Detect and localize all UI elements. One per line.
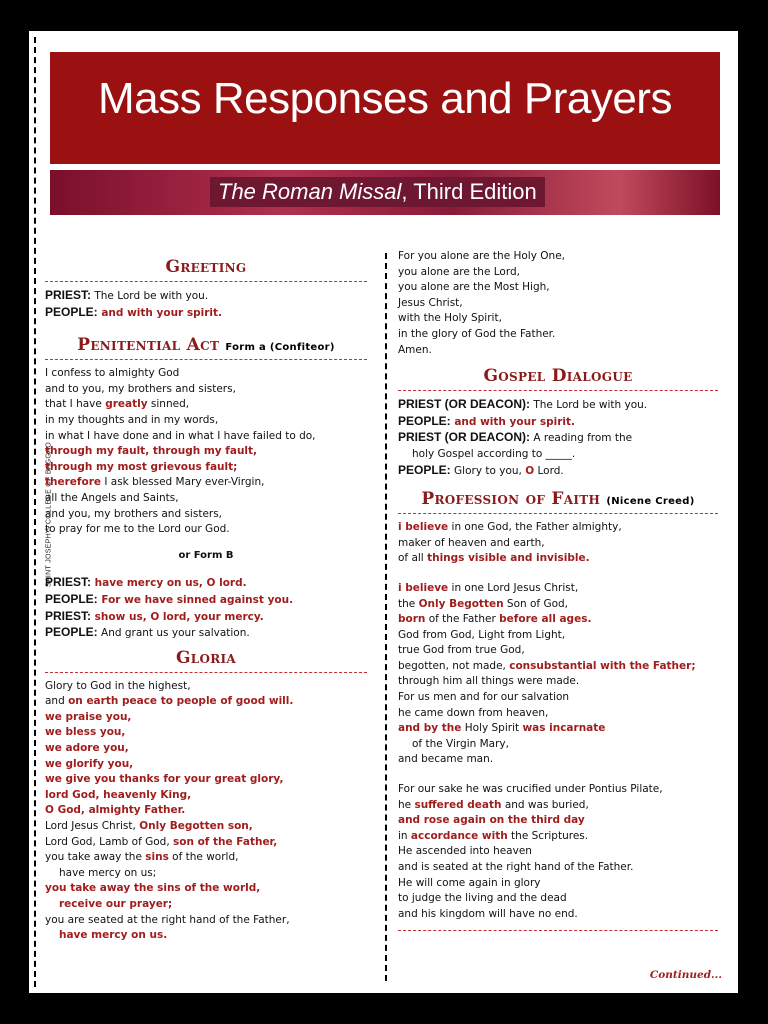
text-segment: we bless you, — [45, 726, 126, 739]
text-segment: have mercy on us. — [59, 929, 168, 942]
text-segment: of the Virgin Mary, — [412, 737, 509, 750]
text-line — [398, 463, 718, 480]
text-line — [398, 249, 718, 265]
text-segment: through my most grievous fault; — [45, 460, 238, 473]
text-line — [45, 413, 367, 429]
text-segment: begotten, not made, — [398, 659, 510, 672]
gospel-lines — [398, 397, 718, 479]
text-segment: he — [398, 798, 415, 811]
speaker-label: PEOPLE: — [398, 413, 451, 428]
text-line — [45, 866, 367, 882]
text-line — [45, 382, 367, 398]
column-divider — [385, 253, 387, 981]
text-segment: i believe — [398, 521, 449, 534]
text-line — [45, 928, 367, 944]
penitential-title: Penitential Act — [77, 335, 220, 356]
text-segment: with the Holy Spirit, — [398, 312, 502, 325]
text-line — [45, 475, 367, 491]
text-line — [45, 881, 367, 897]
text-segment: I ask blessed Mary ever-Virgin, — [101, 476, 265, 489]
text-segment: and became man. — [398, 753, 494, 766]
text-segment: in my thoughts and in my words, — [45, 413, 219, 426]
greeting-heading: Greeting — [165, 257, 247, 277]
text-segment: suffered death — [414, 798, 502, 811]
text-line — [398, 397, 718, 414]
text-segment: true God from true God, — [398, 644, 525, 657]
text-segment: all the Angels and Saints, — [45, 491, 179, 504]
text-segment: God from God, Light from Light, — [398, 628, 566, 641]
text-line — [45, 788, 367, 804]
text-line — [45, 609, 367, 626]
text-line — [398, 798, 718, 814]
text-line — [45, 725, 367, 741]
text-segment: you take away the — [45, 851, 146, 864]
creed-note: (Nicene Creed) — [606, 496, 695, 508]
text-segment: show us, O lord, your mercy. — [91, 610, 264, 623]
text-line — [45, 850, 367, 866]
text-segment: in — [398, 829, 411, 842]
section-rule — [398, 513, 718, 514]
text-segment: O — [525, 464, 535, 477]
text-line — [45, 522, 367, 538]
text-segment: he came down from heaven, — [398, 706, 549, 719]
text-segment: we give you thanks for your great glory, — [45, 773, 284, 786]
text-segment: For we have sinned against you. — [97, 593, 294, 606]
text-line — [398, 721, 718, 737]
text-segment: He ascended into heaven — [398, 845, 532, 858]
text-segment: sinned, — [147, 398, 190, 411]
text-segment: in the glory of God the Father. — [398, 327, 556, 340]
creed-heading — [398, 489, 718, 509]
text-line — [45, 507, 367, 523]
text-segment: through my fault, through my fault, — [45, 445, 258, 458]
text-line — [398, 706, 718, 722]
creed-title: Profession of Faith — [421, 489, 601, 510]
text-segment: you alone are the Most High, — [398, 281, 550, 294]
right-column — [398, 249, 718, 937]
text-segment: receive our prayer; — [59, 898, 173, 910]
speaker-label: PEOPLE: — [45, 591, 98, 606]
text-segment: and with your spirit. — [97, 306, 223, 319]
text-segment: that I have — [45, 398, 106, 411]
text-segment: For our sake he was crucified under Pontius Pilate, — [398, 783, 663, 796]
gloria-heading: Gloria — [175, 647, 237, 668]
text-segment: greatly — [105, 398, 148, 411]
text-line — [45, 397, 367, 413]
text-segment: He will come again in glory — [398, 876, 541, 889]
text-line — [398, 813, 718, 829]
text-line — [398, 643, 718, 659]
text-line — [398, 829, 718, 845]
left-column — [45, 257, 367, 944]
text-segment: we praise you, — [45, 710, 132, 723]
text-segment: I confess to almighty God — [45, 367, 180, 380]
text-segment: in what I have done and in what I have failed to do, — [45, 429, 316, 442]
text-line — [398, 628, 718, 644]
text-segment: and — [45, 695, 69, 708]
form-b-lines — [45, 575, 367, 641]
text-line — [45, 710, 367, 726]
text-line — [398, 296, 718, 312]
text-segment: born — [398, 613, 426, 626]
text-segment: of the Father — [425, 613, 500, 626]
text-line — [398, 674, 718, 690]
text-line — [45, 305, 367, 322]
text-segment: you alone are the Lord, — [398, 265, 520, 278]
text-segment: have mercy on us; — [59, 866, 157, 879]
text-segment: Jesus Christ, — [398, 296, 463, 309]
text-line — [398, 520, 718, 536]
text-segment: to judge the living and the dead — [398, 892, 567, 905]
text-segment: i believe — [398, 581, 449, 594]
text-segment: and to you, my brothers and sisters, — [45, 382, 236, 395]
text-line — [398, 737, 718, 753]
speaker-label: PEOPLE: — [45, 625, 98, 640]
text-line — [398, 343, 718, 359]
text-line — [45, 575, 367, 592]
text-line — [45, 625, 367, 642]
text-segment: things visible and invisible. — [427, 552, 590, 565]
text-line — [398, 551, 718, 567]
text-segment: Lord God, Lamb of God, — [45, 835, 173, 848]
text-line — [45, 819, 367, 835]
text-segment: Only Begotten son, — [139, 820, 253, 833]
speaker-label: PRIEST (OR DEACON): — [398, 397, 530, 412]
text-line — [398, 447, 718, 463]
text-line — [398, 782, 718, 798]
document-page — [29, 31, 738, 993]
text-segment: of all — [398, 552, 428, 565]
text-segment: before all ages. — [499, 613, 592, 626]
text-segment: through him all things were made. — [398, 675, 580, 688]
text-line — [398, 567, 718, 581]
text-segment: accordance with — [410, 829, 508, 842]
text-segment: Glory to you, — [450, 464, 526, 477]
text-line — [45, 592, 367, 609]
text-line — [45, 897, 367, 913]
text-line — [398, 768, 718, 782]
text-segment: you are seated at the right hand of the Father, — [45, 913, 290, 926]
text-segment: we adore you, — [45, 742, 129, 755]
penitential-heading — [45, 335, 367, 355]
text-segment: For us men and for our salvation — [398, 691, 570, 704]
section-rule — [45, 672, 367, 673]
text-segment: The Lord be with you. — [91, 290, 209, 302]
text-segment: the — [398, 597, 419, 610]
text-line — [45, 460, 367, 476]
title-banner — [50, 52, 720, 167]
text-line — [398, 659, 718, 675]
text-segment: son of the Father, — [173, 835, 278, 848]
text-segment: and was buried, — [501, 798, 589, 811]
text-segment: you take away the sins of the world, — [45, 882, 261, 895]
text-line — [45, 772, 367, 788]
text-segment: and rose again on the third day — [398, 814, 585, 827]
text-segment: Glory to God in the highest, — [45, 679, 191, 692]
text-segment: The Lord be with you. — [530, 399, 648, 412]
text-segment: and by the — [398, 722, 462, 735]
text-segment: Son of God, — [503, 597, 569, 610]
text-line — [45, 366, 367, 382]
text-segment: was incarnate — [522, 722, 606, 735]
subtitle-rest: , Third Edition — [401, 179, 537, 204]
text-line — [398, 860, 718, 876]
text-line — [398, 844, 718, 860]
text-segment: the Scriptures. — [507, 829, 589, 842]
text-segment: Amen. — [398, 343, 432, 356]
text-line — [45, 757, 367, 773]
text-segment: Lord Jesus Christ, — [45, 820, 140, 833]
text-segment: Lord. — [534, 464, 564, 477]
text-segment: lord God, heavenly King, — [45, 788, 192, 801]
text-segment: and you, my brothers and sisters, — [45, 507, 223, 520]
penitential-lines — [45, 366, 367, 538]
sidebar-text: SAINT JOSEPH'S COLLEGE OF BAGGAO — [45, 442, 53, 588]
text-segment: and his kingdom will have no end. — [398, 907, 578, 920]
text-segment: to pray for me to the Lord our God. — [45, 523, 230, 536]
section-rule — [45, 281, 367, 282]
gospel-heading: Gospel Dialogue — [483, 366, 633, 387]
text-line — [398, 414, 718, 431]
text-line — [398, 581, 718, 597]
page-title: Mass Responses and Prayers — [98, 74, 672, 123]
text-line — [45, 288, 367, 305]
text-segment: and with your spirit. — [450, 415, 576, 428]
text-line — [398, 536, 718, 552]
text-line — [398, 876, 718, 892]
gloria-lines — [45, 679, 367, 944]
text-segment: in one God, the Father almighty, — [448, 521, 622, 534]
text-line — [45, 491, 367, 507]
text-segment: Only Begotten — [418, 597, 504, 610]
speaker-label: PRIEST: — [45, 575, 92, 590]
text-segment: holy Gospel according to _____. — [412, 447, 576, 460]
greeting-lines — [45, 288, 367, 321]
text-segment: Holy Spirit — [461, 722, 523, 735]
gloria-continued-lines — [398, 249, 718, 358]
text-line — [45, 913, 367, 929]
speaker-label: PRIEST (OR DEACON): — [398, 430, 530, 445]
text-line — [45, 741, 367, 757]
text-segment: and is seated at the right hand of the Father. — [398, 861, 634, 873]
form-b-label: or Form B — [178, 549, 234, 561]
text-segment: therefore — [45, 476, 101, 489]
text-line — [398, 612, 718, 628]
text-segment: have mercy on us, O lord. — [91, 577, 247, 590]
left-margin-rule — [34, 37, 36, 987]
section-rule — [398, 930, 718, 931]
speaker-label: PRIEST: — [45, 608, 92, 623]
text-line — [398, 752, 718, 768]
text-line — [45, 694, 367, 710]
text-segment: maker of heaven and earth, — [398, 536, 545, 549]
text-segment: sins — [145, 851, 169, 864]
text-segment: of the world, — [168, 851, 239, 864]
speaker-label: PRIEST: — [45, 288, 92, 302]
section-rule — [398, 390, 718, 391]
text-segment: in one Lord Jesus Christ, — [448, 581, 579, 594]
text-line — [45, 803, 367, 819]
text-line — [45, 444, 367, 460]
text-line — [45, 835, 367, 851]
section-rule — [45, 359, 367, 360]
subtitle-italic: The Roman Missal — [218, 179, 402, 204]
text-line — [398, 265, 718, 281]
penitential-note: Form a (Confiteor) — [225, 342, 335, 354]
text-segment: O God, almighty Father. — [45, 804, 186, 817]
text-segment: For you alone are the Holy One, — [398, 250, 565, 262]
text-segment: A reading from the — [530, 432, 633, 445]
continued-note: Continued... — [649, 969, 722, 981]
text-line — [398, 430, 718, 447]
text-line — [398, 311, 718, 327]
speaker-label: PEOPLE: — [45, 304, 98, 319]
text-line — [45, 679, 367, 695]
text-line — [398, 327, 718, 343]
text-line — [45, 429, 367, 445]
text-line — [398, 690, 718, 706]
text-segment: we glorify you, — [45, 757, 134, 770]
text-line — [398, 907, 718, 923]
creed-lines — [398, 520, 718, 922]
text-segment: on earth peace to people of good will. — [68, 695, 294, 708]
text-line — [398, 597, 718, 613]
speaker-label: PEOPLE: — [398, 462, 451, 477]
page-subtitle — [210, 177, 545, 207]
text-segment: consubstantial with the Father; — [509, 659, 696, 672]
subtitle-banner — [50, 170, 720, 215]
text-line — [398, 280, 718, 296]
text-line — [398, 891, 718, 907]
text-segment: And grant us your salvation. — [97, 627, 250, 640]
